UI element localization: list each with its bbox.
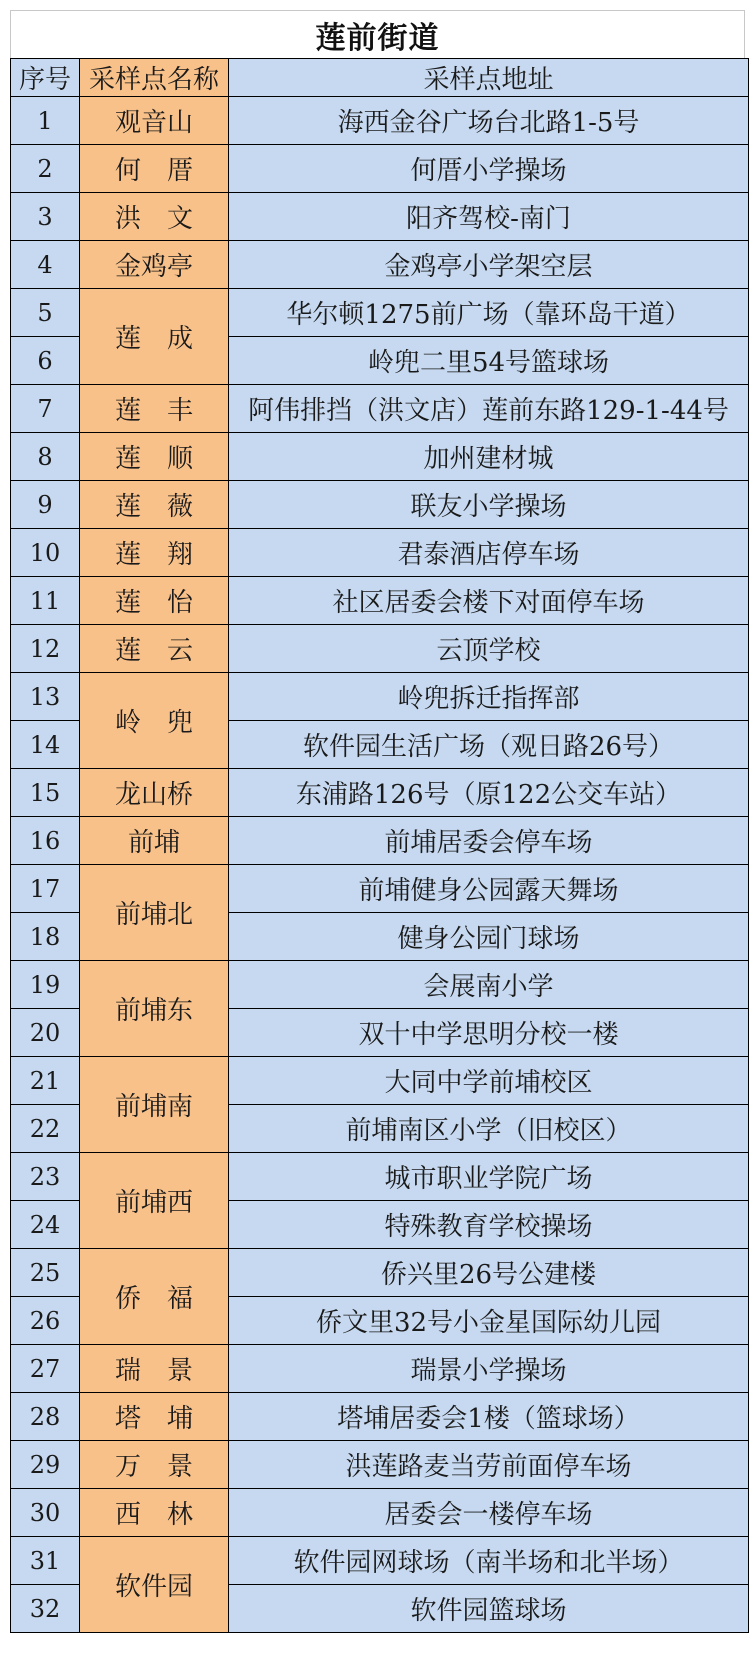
table-row [11,289,749,337]
row-number: 1 [11,97,80,145]
site-address: 前埔健身公园露天舞场 [229,865,749,913]
site-address: 岭兜二里54号篮球场 [229,337,749,385]
row-number: 22 [11,1105,80,1153]
row-number: 3 [11,193,80,241]
site-name: 龙山桥 [80,769,229,817]
table-row [11,1441,749,1489]
site-name: 洪 文 [80,193,229,241]
site-name: 前埔 [80,817,229,865]
site-address: 会展南小学 [229,961,749,1009]
site-address: 塔埔居委会1楼（篮球场） [229,1393,749,1441]
row-number: 9 [11,481,80,529]
row-number: 10 [11,529,80,577]
site-name: 塔 埔 [80,1393,229,1441]
sampling-sheet [10,10,745,1633]
site-address: 金鸡亭小学架空层 [229,241,749,289]
site-address: 阿伟排挡（洪文店）莲前东路129-1-44号 [229,385,749,433]
site-address: 居委会一楼停车场 [229,1489,749,1537]
table-row [11,769,749,817]
site-address: 社区居委会楼下对面停车场 [229,577,749,625]
row-number: 5 [11,289,80,337]
table-row [11,1057,749,1105]
table-row [11,625,749,673]
table-body [11,97,749,1633]
site-name: 软件园 [80,1537,229,1633]
row-number: 31 [11,1537,80,1585]
site-address: 阳齐驾校-南门 [229,193,749,241]
site-address: 洪莲路麦当劳前面停车场 [229,1441,749,1489]
site-name: 金鸡亭 [80,241,229,289]
site-name: 前埔北 [80,865,229,961]
row-number: 24 [11,1201,80,1249]
row-number: 27 [11,1345,80,1393]
row-number: 20 [11,1009,80,1057]
sampling-table [10,58,749,1633]
site-address: 前埔南区小学（旧校区） [229,1105,749,1153]
row-number: 16 [11,817,80,865]
site-address: 华尔顿1275前广场（靠环岛干道） [229,289,749,337]
site-name: 莲 顺 [80,433,229,481]
table-row [11,97,749,145]
site-name: 前埔南 [80,1057,229,1153]
site-name: 莲 云 [80,625,229,673]
table-row [11,481,749,529]
header-site-address: 采样点地址 [229,59,749,97]
table-row [11,1393,749,1441]
site-address: 瑞景小学操场 [229,1345,749,1393]
site-address: 何厝小学操场 [229,145,749,193]
header-number: 序号 [11,59,80,97]
site-name: 万 景 [80,1441,229,1489]
site-address: 加州建材城 [229,433,749,481]
site-address: 云顶学校 [229,625,749,673]
site-address: 侨文里32号小金星国际幼儿园 [229,1297,749,1345]
row-number: 12 [11,625,80,673]
site-address: 健身公园门球场 [229,913,749,961]
row-number: 15 [11,769,80,817]
site-name: 何 厝 [80,145,229,193]
table-row [11,673,749,721]
table-row [11,529,749,577]
table-row [11,1537,749,1585]
site-name: 莲 怡 [80,577,229,625]
row-number: 23 [11,1153,80,1201]
row-number: 32 [11,1585,80,1633]
row-number: 6 [11,337,80,385]
site-name: 莲 薇 [80,481,229,529]
site-name: 前埔东 [80,961,229,1057]
site-name: 西 林 [80,1489,229,1537]
table-row [11,241,749,289]
row-number: 11 [11,577,80,625]
site-address: 大同中学前埔校区 [229,1057,749,1105]
site-name: 观音山 [80,97,229,145]
row-number: 7 [11,385,80,433]
row-number: 26 [11,1297,80,1345]
site-address: 前埔居委会停车场 [229,817,749,865]
table-row [11,817,749,865]
row-number: 28 [11,1393,80,1441]
row-number: 17 [11,865,80,913]
site-name: 瑞 景 [80,1345,229,1393]
header-site-name: 采样点名称 [80,59,229,97]
site-name: 岭 兜 [80,673,229,769]
row-number: 18 [11,913,80,961]
table-row [11,1345,749,1393]
table-row [11,865,749,913]
site-address: 联友小学操场 [229,481,749,529]
table-row [11,1489,749,1537]
site-address: 双十中学思明分校一楼 [229,1009,749,1057]
site-name: 莲 丰 [80,385,229,433]
table-row [11,145,749,193]
site-name: 莲 翔 [80,529,229,577]
table-row [11,385,749,433]
table-header-row [11,59,749,97]
table-row [11,1249,749,1297]
site-address: 君泰酒店停车场 [229,529,749,577]
row-number: 25 [11,1249,80,1297]
row-number: 2 [11,145,80,193]
site-address: 侨兴里26号公建楼 [229,1249,749,1297]
site-name: 莲 成 [80,289,229,385]
site-address: 岭兜拆迁指挥部 [229,673,749,721]
row-number: 4 [11,241,80,289]
site-address: 软件园篮球场 [229,1585,749,1633]
site-address: 城市职业学院广场 [229,1153,749,1201]
site-address: 软件园生活广场（观日路26号） [229,721,749,769]
table-row [11,1153,749,1201]
site-address: 东浦路126号（原122公交车站） [229,769,749,817]
row-number: 29 [11,1441,80,1489]
table-row [11,577,749,625]
row-number: 30 [11,1489,80,1537]
site-address: 软件园网球场（南半场和北半场） [229,1537,749,1585]
table-row [11,433,749,481]
site-name: 前埔西 [80,1153,229,1249]
row-number: 21 [11,1057,80,1105]
table-row [11,961,749,1009]
table-row [11,193,749,241]
row-number: 19 [11,961,80,1009]
row-number: 13 [11,673,80,721]
site-address: 特殊教育学校操场 [229,1201,749,1249]
row-number: 8 [11,433,80,481]
row-number: 14 [11,721,80,769]
page-title: 莲前街道 [10,10,745,58]
site-name: 侨 福 [80,1249,229,1345]
site-address: 海西金谷广场台北路1-5号 [229,97,749,145]
